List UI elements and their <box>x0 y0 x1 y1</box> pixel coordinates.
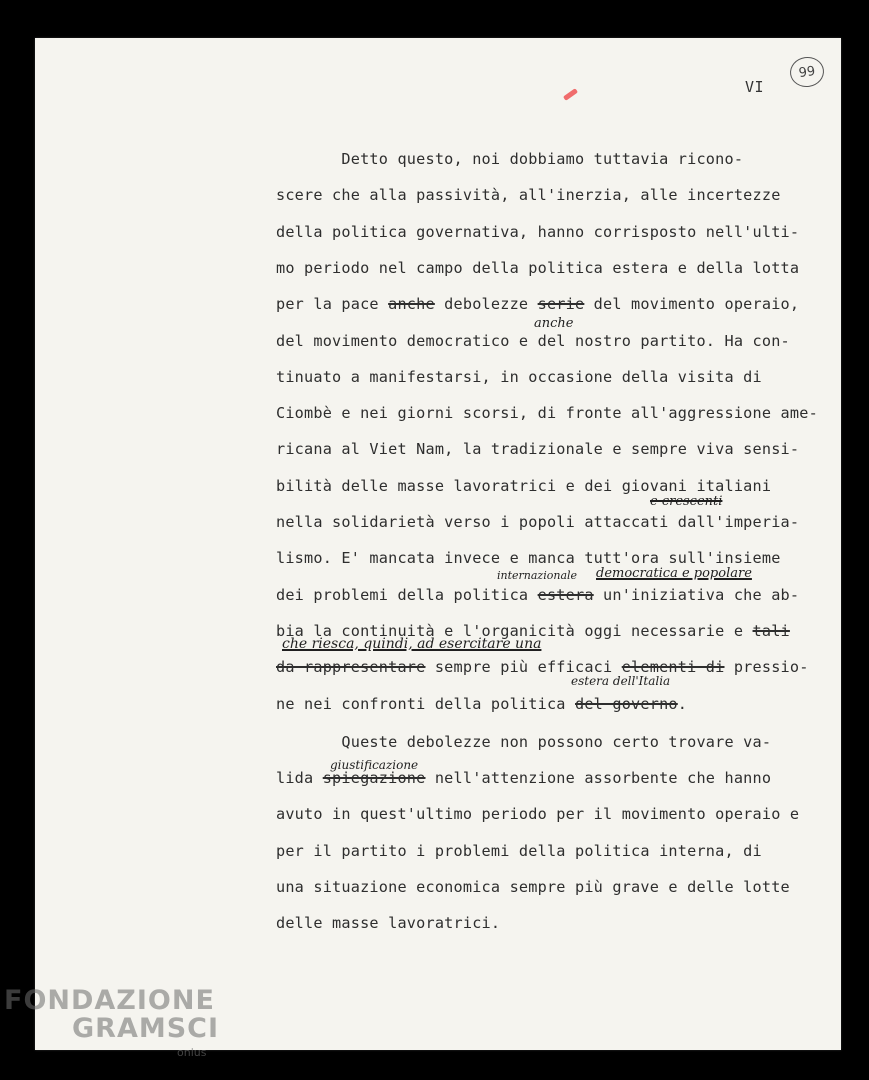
text-line <box>276 186 781 204</box>
text-line <box>276 549 781 567</box>
text-line <box>276 695 687 713</box>
text-line <box>276 842 762 860</box>
text-span: per la pace <box>276 295 389 314</box>
text-span: sempre più efficaci <box>425 658 622 677</box>
text-line <box>276 586 799 604</box>
handwritten-insert-estera-italia: estera dell'Italia <box>571 674 671 688</box>
text-span: pressio- <box>724 658 809 677</box>
text-span: una situazione economica sempre più grave e delle lotte <box>276 878 790 896</box>
text-span: Queste debolezze non possono certo trovare va- <box>276 732 772 751</box>
handwritten-crossed-note: e crescenti <box>650 494 723 509</box>
text-span: lida <box>276 769 323 788</box>
struck-text: estera <box>537 585 594 604</box>
text-line <box>276 440 799 458</box>
text-line <box>276 805 799 823</box>
text-span: mo periodo nel campo della politica estera e della lotta <box>276 258 800 277</box>
watermark-logo-line1: FONDAZIONE <box>4 985 215 1016</box>
struck-text: serie <box>537 295 585 314</box>
text-span: Ciombè e nei giorni scorsi, di fronte all'aggressione ame- <box>276 404 818 423</box>
page-number-stamp: 99 <box>788 55 826 89</box>
text-line <box>276 295 799 313</box>
text-span: del movimento democratico e del nostro partito. Ha con- <box>276 331 790 350</box>
text-span: un'iniziativa che ab- <box>593 585 800 604</box>
text-span: scere che alla passività, all'inerzia, alle incertezze <box>276 186 781 205</box>
watermark-logo-suffix: onlus <box>177 1046 207 1059</box>
text-span: delle masse lavoratrici. <box>276 914 501 933</box>
text-line <box>276 332 790 350</box>
handwritten-insert-giustificazione: giustificazione <box>330 758 419 772</box>
text-span: avuto in quest'ultimo periodo per il movimento operaio e <box>276 805 800 824</box>
text-span: tinuato a manifestarsi, in occasione della visita di <box>276 367 762 386</box>
text-span: dei problemi della politica <box>276 585 538 604</box>
handwritten-insert-internazionale: internazionale <box>497 569 578 582</box>
struck-text: tali <box>752 621 790 640</box>
text-span: del movimento operaio, <box>584 295 800 314</box>
text-span: bia la continuità e l'organicità oggi necessarie e <box>276 621 753 640</box>
text-span: della politica governativa, hanno corrisposto nell'ulti- <box>276 222 800 241</box>
text-line <box>276 259 799 277</box>
text-span: bilità delle masse lavoratrici e dei giovani italiani <box>276 476 772 495</box>
text-span: ne nei confronti della politica <box>276 694 575 713</box>
struck-text: del governo <box>575 694 678 713</box>
text-line <box>276 513 799 531</box>
handwritten-insert-democratica: democratica e popolare <box>596 566 752 581</box>
text-line <box>276 150 743 168</box>
text-line <box>276 477 771 495</box>
text-span: ricana al Viet Nam, la tradizionale e sempre viva sensi- <box>276 440 800 459</box>
struck-text: da rappresentare <box>276 658 426 677</box>
watermark-logo-line2: GRAMSCI <box>72 1013 220 1044</box>
text-line <box>276 223 799 241</box>
text-line <box>276 878 790 896</box>
text-line <box>276 404 818 422</box>
text-span: Detto questo, noi dobbiamo tuttavia ricono- <box>276 150 744 168</box>
text-line <box>276 658 809 676</box>
text-span: . <box>677 694 688 713</box>
handwritten-insert-anche: anche <box>534 316 574 331</box>
text-span: nell'attenzione assorbente che hanno <box>425 769 772 788</box>
text-line <box>276 368 762 386</box>
struck-text: anche <box>388 295 435 314</box>
struck-text: spiegazione <box>322 769 426 788</box>
text-span: debolezze <box>434 295 538 314</box>
text-line <box>276 914 500 932</box>
struck-text: elementi di <box>621 658 725 677</box>
text-span: nella solidarietà verso i popoli attaccati dall'imperia- <box>276 513 800 531</box>
text-line <box>276 733 771 751</box>
section-number: VI <box>745 78 765 96</box>
text-span: per il partito i problemi della politica interna, di <box>276 841 762 860</box>
text-span: lismo. E' mancata invece e manca tutt'ora sull'insieme <box>276 549 781 568</box>
handwritten-insert-che-riesca: che riesca, quindi, ad esercitare una <box>282 636 542 652</box>
